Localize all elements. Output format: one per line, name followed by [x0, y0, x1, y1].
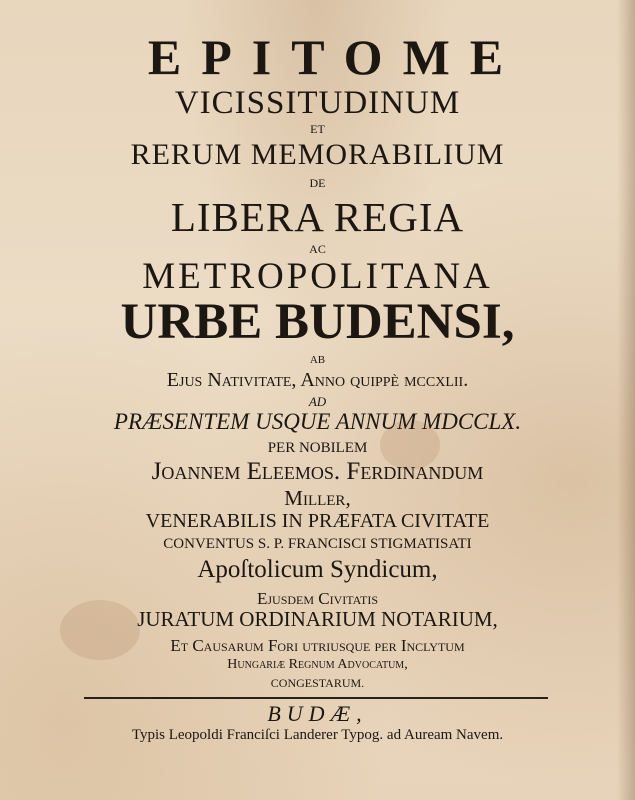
text-congestarum: CONGESTARUM. [270, 676, 365, 690]
title-de: DE [309, 176, 326, 190]
imprint-rule [84, 697, 548, 699]
title-et: ET [310, 122, 325, 136]
text-ejus-nativitate: Ejus Nativitate, Anno quippè mccxlii. [166, 369, 469, 391]
title-metropolitana: METROPOLITANA [142, 256, 493, 297]
text-miller: Miller, [284, 486, 351, 510]
text-venerabilis: VENERABILIS IN PRÆFATA CIVITATE [145, 510, 490, 532]
text-hungariae: Hungariæ Regnum Advocatum, [227, 657, 408, 672]
text-juratum: JURATUM ORDINARIUM NOTARIUM, [137, 607, 498, 631]
text-et-causarum: Et Causarum Fori utriusque per Inclytum [170, 636, 465, 655]
text-ejusdem-civitatis: Ejusdem Civitatis [256, 589, 378, 608]
title-ac: AC [309, 242, 326, 256]
text-ad: AD [308, 394, 327, 409]
title-urbe-budensi: URBE BUDENSI, [120, 294, 515, 350]
text-joannem: Joannem Eleemos. Ferdinandum [151, 458, 484, 485]
text-conventus: CONVENTUS S. P. FRANCISCI STIGMATISATI [163, 536, 472, 552]
title-epitome: EPITOME [147, 29, 524, 85]
text-praesentem: PRÆSENTEM USQUE ANNUM MDCCLX. [113, 409, 522, 434]
text-apostolicum-syndicum: Apoſtolicum Syndicum, [197, 556, 438, 583]
text-per-nobilem: PER NOBILEM [267, 440, 368, 456]
imprint-printer: Typis Leopoldi Franciſci Landerer Typog. ad Auream Navem. [131, 727, 504, 743]
text-ab: AB [309, 354, 326, 366]
title-libera-regia: LIBERA REGIA [170, 194, 465, 240]
title-vicissitudinum: VICISSITUDINUM [174, 85, 461, 121]
imprint-place: BUDÆ, [267, 701, 368, 726]
title-rerum-memorabilium: RERUM MEMORABILIUM [130, 138, 505, 171]
